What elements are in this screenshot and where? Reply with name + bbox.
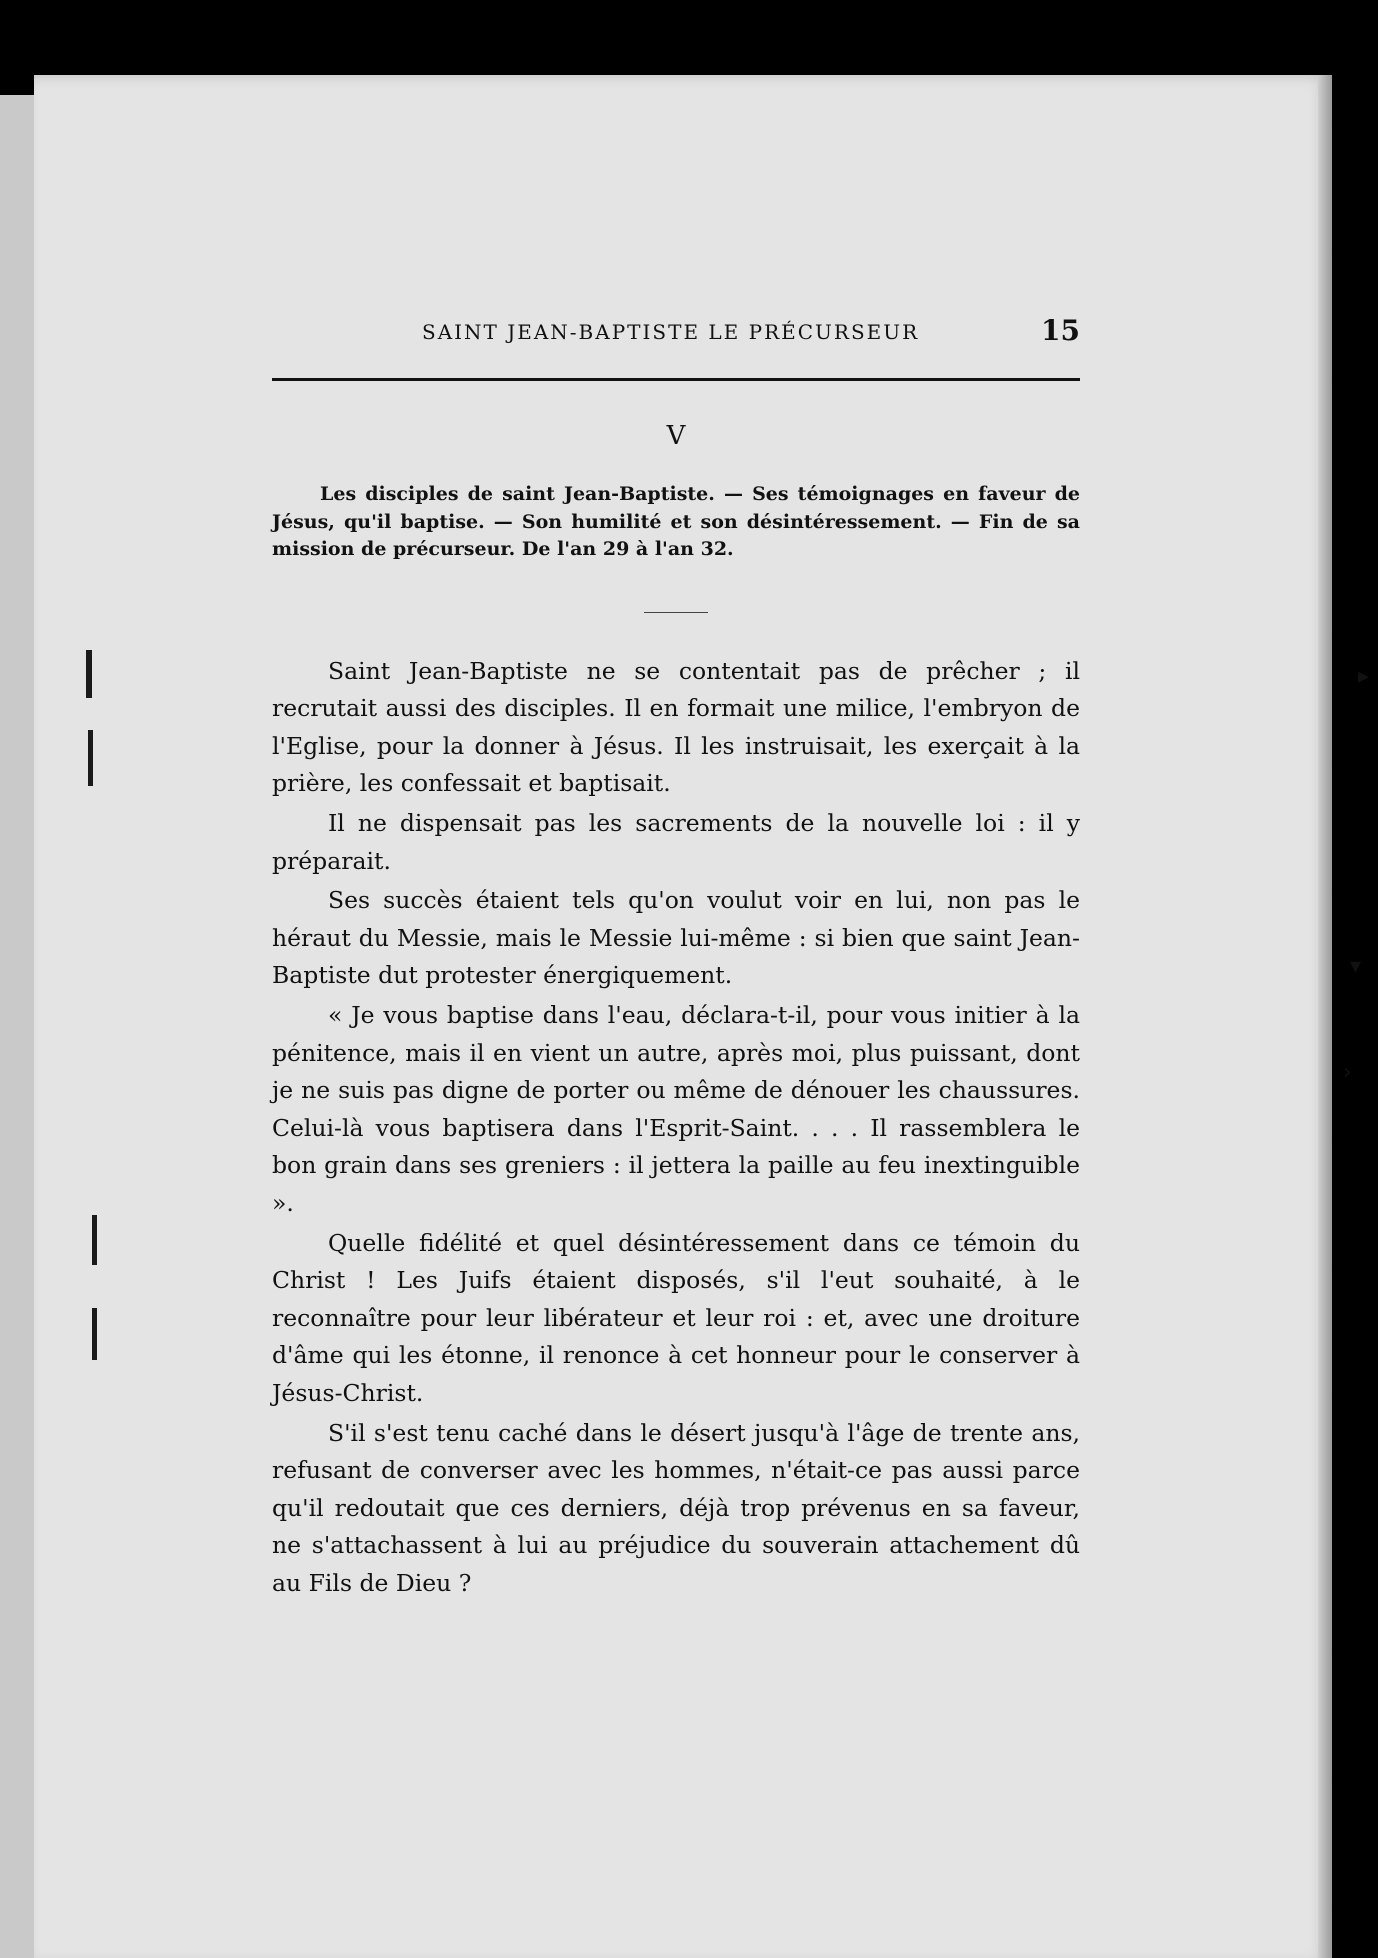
- binding-mark: [92, 1215, 97, 1265]
- paragraph: Saint Jean-Baptiste ne se contentait pas de prêcher ; il recrutait aussi des disciples. Il en formait une milice, l'embryon de l'Eglise, pour la donner à Jésus. Il les instruisait, les exerçait à la prière, les confessait et baptisait.: [272, 656, 1080, 798]
- running-head: SAINT JEAN-BAPTISTE LE PRÉCURSEUR: [422, 320, 920, 344]
- page-header: [272, 310, 1080, 350]
- binding-mark: [92, 1308, 97, 1360]
- binding-mark: [86, 650, 92, 698]
- section-number: V: [666, 421, 686, 451]
- paragraph: S'il s'est tenu caché dans le désert jusqu'à l'âge de trente ans, refusant de converser avec les hommes, n'était-ce pas aussi parce qu'il redoutait que ces derniers, déjà trop prévenus en sa faveur, ne s'attachassent à lui au préjudice du souverain attachement dû au Fils de Dieu ?: [272, 1418, 1080, 1597]
- facing-page-edge: [0, 95, 34, 1958]
- paragraph: Ses succès étaient tels qu'on voulut voir en lui, non pas le héraut du Messie, mais le Messie lui-même : si bien que saint Jean-Baptiste dut protester énergiquement.: [272, 886, 1080, 990]
- body-text: [272, 653, 1080, 1603]
- scan-speck: ▸: [1358, 664, 1370, 689]
- scan-speck: ›: [1343, 1060, 1352, 1085]
- header-rule: [272, 378, 1080, 381]
- paragraph: Il ne dispensait pas les sacrements de la nouvelle loi : il y préparait.: [272, 809, 1080, 875]
- page-right-edge: [1318, 75, 1332, 1958]
- paragraph: Quelle fidélité et quel désintéressement dans ce témoin du Christ ! Les Juifs étaient disposés, s'il l'eut souhaité, à le reconnaître pour leur libérateur et leur roi : et, avec une droiture d'âme qui les étonne, il renonce à cet honneur pour le conserver à Jésus-Christ.: [272, 1228, 1080, 1407]
- chapter-summary: Les disciples de saint Jean-Baptiste. — Ses témoignages en faveur de Jésus, qu'il baptise. — Son humilité et son désintéressement. — Fin de sa mission de précurseur. De l'an 29 à l'an 32.: [272, 483, 1080, 561]
- page-text-block: [272, 310, 1080, 1604]
- paragraph: « Je vous baptise dans l'eau, déclara-t-il, pour vous initier à la pénitence, mais il en vient un autre, après moi, plus puissant, dont je ne suis pas digne de porter ou même de dénouer les chaussures. Celui-là vous baptisera dans l'Esprit-Saint. . . . Il rassemblera le bon grain dans ses greniers : il jettera la paille au feu inextinguible ».: [272, 1000, 1080, 1217]
- separator-line: [644, 612, 708, 613]
- binding-mark: [88, 730, 93, 786]
- page-number: 15: [1041, 314, 1080, 347]
- scan-speck: ▾: [1350, 954, 1362, 979]
